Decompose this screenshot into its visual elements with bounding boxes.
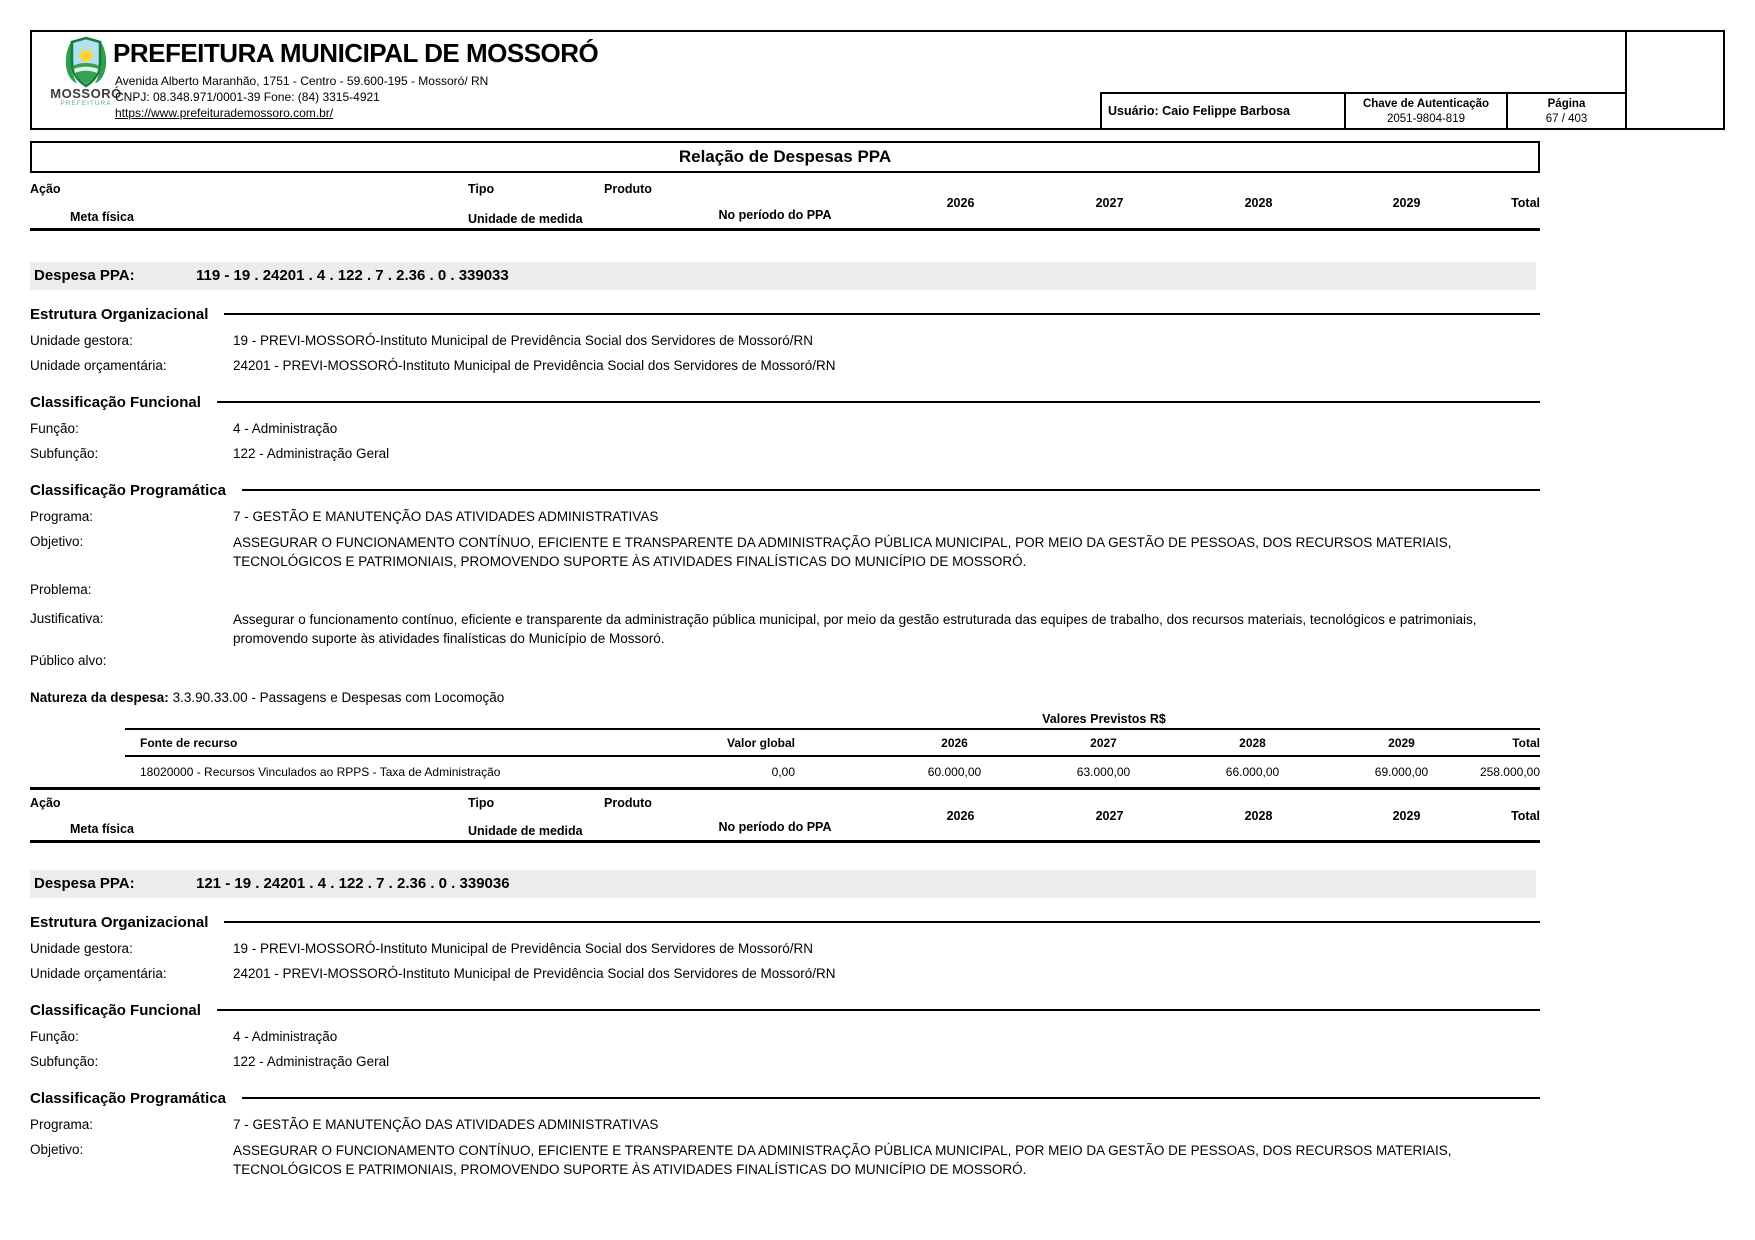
report-title: Relação de Despesas PPA (30, 141, 1540, 173)
col-valor-global: Valor global (726, 735, 795, 750)
col-year-2028: 2028 (1244, 809, 1273, 823)
col-meta-fisica: Meta física (70, 822, 134, 836)
logo-subtitle: PREFEITURA (60, 100, 112, 107)
col-2029: 2029 (1388, 735, 1415, 750)
field-problema: Problema: (30, 582, 92, 597)
valores-previstos-title: Valores Previstos R$ (1042, 712, 1166, 726)
cell-2029: 69.000,00 (1374, 765, 1429, 779)
header-empty-box (1625, 32, 1723, 128)
table-row (125, 757, 1540, 787)
field-publico-alvo: Público alvo: (30, 653, 107, 668)
auth-key-value: 2051-9804-819 (1386, 113, 1465, 125)
page-number: 67 / 403 (1545, 113, 1588, 125)
section-rule (217, 1009, 1540, 1011)
org-website-link[interactable]: https://www.prefeiturademossoro.com.br/ (115, 106, 334, 120)
header-meta-strip (1100, 92, 1625, 128)
page-cell (1506, 92, 1625, 128)
org-name: PREFEITURA MUNICIPAL DE MOSSORÓ (113, 38, 599, 68)
col-unidade-medida: Unidade de medida (468, 212, 583, 226)
col-unidade-medida: Unidade de medida (468, 824, 583, 838)
col-year-2026: 2026 (946, 196, 975, 210)
section-classificacao-funcional: Classificação Funcional (30, 392, 1540, 412)
section-rule (224, 313, 1540, 315)
page-label: Página (1547, 98, 1586, 110)
col-tipo: Tipo (468, 796, 495, 810)
field-subfuncao: Subfunção: 122 - Administração Geral (30, 1054, 390, 1069)
col-year-2027: 2027 (1095, 196, 1124, 210)
col-total: Total (1511, 809, 1540, 823)
cell-total: 258.000,00 (1479, 765, 1540, 779)
despesa-ppa-code: 119 - 19 . 24201 . 4 . 122 . 7 . 2.36 . 0 . 339033 (196, 267, 509, 284)
mossoro-crest-icon (61, 36, 111, 88)
col-acao: Ação (30, 796, 61, 810)
section-estrutura: Estrutura Organizacional (30, 912, 1540, 932)
section-rule (242, 489, 1540, 491)
col-meta-fisica: Meta física (70, 210, 134, 224)
col-year-2027: 2027 (1095, 809, 1124, 823)
col-year-2029: 2029 (1392, 809, 1421, 823)
field-programa: Programa: 7 - GESTÃO E MANUTENÇÃO DAS ATIVIDADES ADMINISTRATIVAS (30, 1117, 659, 1132)
action-columns-header (30, 173, 1540, 231)
cell-2026: 60.000,00 (927, 765, 982, 779)
field-funcao: Função: 4 - Administração (30, 421, 338, 436)
field-natureza-despesa: Natureza da despesa: 3.3.90.33.00 - Passagens e Despesas com Locomoção (30, 690, 505, 705)
col-no-periodo: No período do PPA (718, 208, 832, 222)
auth-key-cell (1344, 92, 1506, 128)
cell-valor-global: 0,00 (771, 765, 795, 779)
field-unidade-orcamentaria: Unidade orçamentária: 24201 - PREVI-MOSSORÓ-Instituto Municipal de Previdência Social dos Servidores de Mossoró/RN (30, 966, 836, 981)
col-year-2028: 2028 (1244, 196, 1273, 210)
natureza-value: 3.3.90.33.00 - Passagens e Despesas com Locomoção (172, 690, 505, 705)
logo-city-name: MOSSORÓ (50, 86, 122, 101)
col-year-2029: 2029 (1392, 196, 1421, 210)
cell-2027: 63.000,00 (1076, 765, 1131, 779)
col-acao: Ação (30, 182, 61, 196)
field-programa: Programa: 7 - GESTÃO E MANUTENÇÃO DAS ATIVIDADES ADMINISTRATIVAS (30, 509, 659, 524)
org-address: Avenida Alberto Maranhão, 1751 - Centro - 59.600-195 - Mossoró/ RN (115, 74, 489, 88)
despesa-ppa-code: 121 - 19 . 24201 . 4 . 122 . 7 . 2.36 . 0 . 339036 (196, 875, 510, 892)
org-cnpj-phone: CNPJ: 08.348.971/0001-39 Fone: (84) 3315-4921 (115, 90, 380, 104)
user-cell: Usuário: Caio Felippe Barbosa (1100, 92, 1344, 128)
col-produto: Produto (604, 182, 652, 196)
valores-table-header (125, 730, 1540, 757)
col-total: Total (1511, 196, 1540, 210)
col-fonte-recurso: Fonte de recurso (140, 735, 238, 750)
section-rule (217, 401, 1540, 403)
despesa-ppa-bar (30, 262, 1536, 290)
section-classificacao-programatica: Classificação Programática (30, 1088, 1540, 1108)
field-justificativa: Justificativa: Assegurar o funcionamento contínuo, eficiente e transparente da administração pública municipal, por meio da gestão estruturada das equipes de trabalho, dos recursos materiais, tecnológicos e patrimoniais, promovendo suporte às atividades finalísticas do Município de Mossoró. (30, 611, 1477, 646)
col-2027: 2027 (1090, 735, 1117, 750)
col-produto: Produto (604, 796, 652, 810)
col-2026: 2026 (941, 735, 968, 750)
field-unidade-orcamentaria: Unidade orçamentária: 24201 - PREVI-MOSSORÓ-Instituto Municipal de Previdência Social dos Servidores de Mossoró/RN (30, 358, 836, 373)
field-funcao: Função: 4 - Administração (30, 1029, 338, 1044)
field-objetivo: Objetivo: ASSEGURAR O FUNCIONAMENTO CONTÍNUO, EFICIENTE E TRANSPARENTE DA ADMINISTRAÇÃO PÚBLICA MUNICIPAL, POR MEIO DA GESTÃO DE PESSOAS, DOS RECURSOS MATERIAIS, TECNOLÓGICOS E PATRIMONIAIS, PROMOVENDO SUPORTE ÀS ATIVIDADES FINALÍSTICAS DO MUNICÍPIO DE MOSSORÓ. (30, 534, 1452, 569)
col-total: Total (1512, 735, 1540, 750)
field-subfuncao: Subfunção: 122 - Administração Geral (30, 446, 390, 461)
col-2028: 2028 (1239, 735, 1266, 750)
field-unidade-gestora: Unidade gestora: 19 - PREVI-MOSSORÓ-Instituto Municipal de Previdência Social dos Servidores de Mossoró/RN (30, 333, 813, 348)
cell-2028: 66.000,00 (1225, 765, 1280, 779)
valores-table (125, 728, 1540, 787)
section-classificacao-programatica: Classificação Programática (30, 480, 1540, 500)
field-unidade-gestora: Unidade gestora: 19 - PREVI-MOSSORÓ-Instituto Municipal de Previdência Social dos Servidores de Mossoró/RN (30, 941, 813, 956)
field-objetivo: Objetivo: ASSEGURAR O FUNCIONAMENTO CONTÍNUO, EFICIENTE E TRANSPARENTE DA ADMINISTRAÇÃO PÚBLICA MUNICIPAL, POR MEIO DA GESTÃO DE PESSOAS, DOS RECURSOS MATERIAIS, TECNOLÓGICOS E PATRIMONIAIS, PROMOVENDO SUPORTE ÀS ATIVIDADES FINALÍSTICAS DO MUNICÍPIO DE MOSSORÓ. (30, 1142, 1452, 1177)
document-header (30, 30, 1725, 130)
section-classificacao-funcional: Classificação Funcional (30, 1000, 1540, 1020)
col-year-2026: 2026 (946, 809, 975, 823)
section-estrutura: Estrutura Organizacional (30, 304, 1540, 324)
section-rule (224, 921, 1540, 923)
cell-fonte: 18020000 - Recursos Vinculados ao RPPS - Taxa de Administração (140, 765, 501, 779)
despesa-ppa-label: Despesa PPA: (34, 875, 135, 892)
col-tipo: Tipo (468, 182, 495, 196)
despesa-ppa-bar (30, 870, 1536, 898)
auth-key-label: Chave de Autenticação (1362, 98, 1490, 110)
col-no-periodo: No período do PPA (718, 820, 832, 834)
section-rule (242, 1097, 1540, 1099)
despesa-ppa-label: Despesa PPA: (34, 267, 135, 284)
action-columns-header (30, 790, 1540, 843)
